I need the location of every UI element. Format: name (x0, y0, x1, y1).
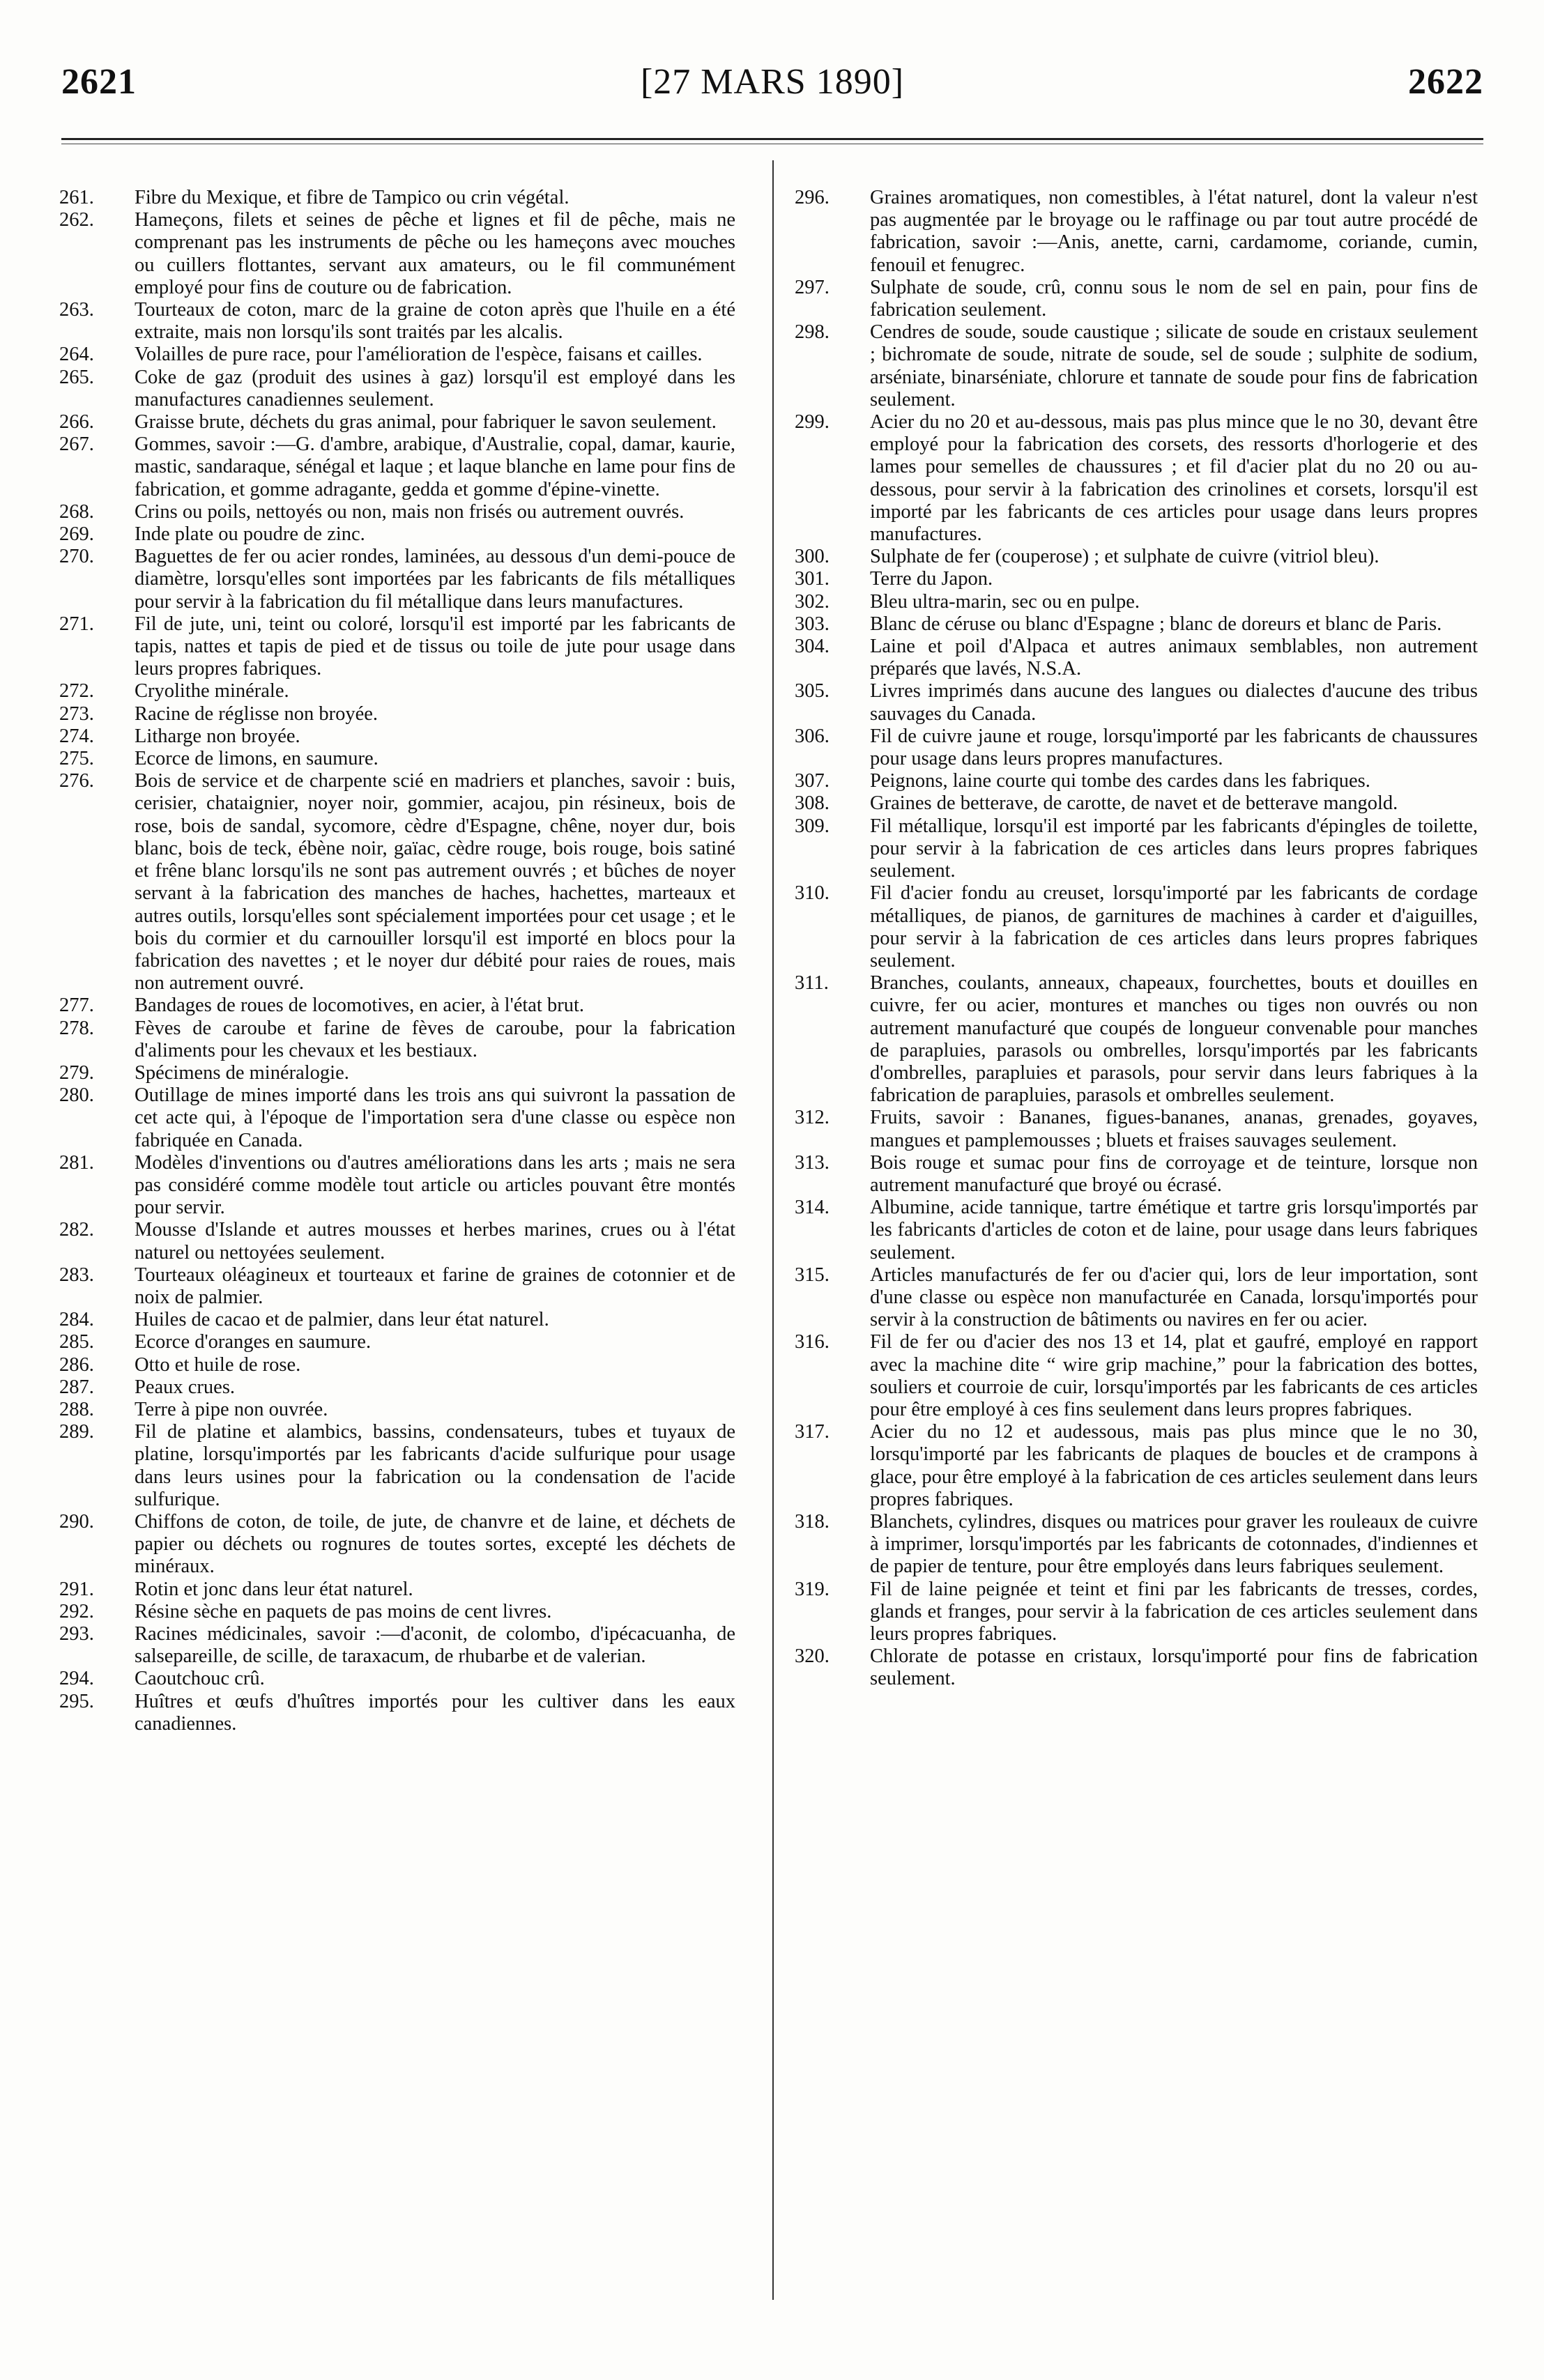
tariff-item (795, 1421, 1478, 1511)
item-number: 266. (59, 411, 94, 433)
tariff-item (59, 1376, 735, 1399)
item-number: 301. (795, 568, 830, 590)
item-text: Fil métallique, lorsqu'il est importé par les fabricants d'épingles de toilette, pour servir à la fabrication de ces articles dans leurs propres fabriques seulement. (870, 815, 1478, 882)
tariff-item (59, 748, 735, 770)
item-text: Terre à pipe non ouvrée. (135, 1398, 328, 1420)
tariff-item (795, 321, 1478, 411)
tariff-item (795, 1579, 1478, 1646)
item-number: 319. (795, 1578, 830, 1600)
item-number: 312. (795, 1107, 830, 1129)
tariff-item (59, 770, 735, 995)
page-number-right: 2622 (1408, 62, 1483, 102)
item-text: Huiles de cacao et de palmier, dans leur état naturel. (135, 1309, 549, 1331)
item-text: Branches, coulants, anneaux, chapeaux, fourchettes, bouts et douilles en cuivre, fer ou acier, montures et manches ou tiges non ouvrés ou non autrement manufacturé que coupés de longueur convenable pour manches de parapluies, parasols ou ombrelles, lorsqu'importés par les fabricants d'ombrelles, parapluies et parasols, pour servir dans leurs fabriques à la fabrication de parapluies, parasols et ombrelles seulement. (870, 972, 1478, 1107)
tariff-item (795, 1264, 1478, 1332)
tariff-item (795, 568, 1478, 590)
item-number: 293. (59, 1623, 94, 1645)
tariff-item (795, 591, 1478, 613)
item-number: 288. (59, 1398, 94, 1420)
item-text: Sulphate de soude, crû, connu sous le nom de sel en pain, pour fins de fabrication seulement. (870, 276, 1478, 321)
item-text: Cendres de soude, soude caustique ; silicate de soude en cristaux seulement ; bichromate de soude, nitrate de soude, sel de soude ; sulphite de sodium, arséniate, binarséniate, chlorure et tannate de soude pour fins de fabrication seulement. (870, 321, 1478, 410)
item-number: 306. (795, 725, 830, 747)
item-text: Hameçons, filets et seines de pêche et lignes et fil de pêche, mais ne comprenant pas les instruments de pêche ou les hameçons avec mouches ou cuillers flottantes, servant aux amateurs, ou le fil communément employé pour fins de couture ou de fabrication. (135, 209, 735, 298)
tariff-item (59, 411, 735, 433)
item-number: 280. (59, 1084, 94, 1107)
tariff-item (59, 344, 735, 366)
item-number: 294. (59, 1668, 94, 1690)
item-number: 269. (59, 523, 94, 546)
item-number: 272. (59, 680, 94, 703)
tariff-item (59, 1062, 735, 1084)
item-number: 268. (59, 500, 94, 523)
item-text: Laine et poil d'Alpaca et autres animaux semblables, non autrement préparés que lavés, N.S.A. (870, 636, 1478, 680)
tariff-item (795, 613, 1478, 636)
item-number: 265. (59, 366, 94, 388)
item-number: 278. (59, 1017, 94, 1039)
tariff-item (59, 1668, 735, 1690)
tariff-item (795, 815, 1478, 883)
item-number: 270. (59, 546, 94, 568)
tariff-item (795, 882, 1478, 972)
item-text: Résine sèche en paquets de pas moins de cent livres. (135, 1600, 552, 1622)
item-number: 285. (59, 1331, 94, 1353)
item-text: Racine de réglisse non broyée. (135, 703, 378, 725)
item-text: Otto et huile de rose. (135, 1353, 301, 1376)
item-number: 307. (795, 770, 830, 792)
item-number: 320. (795, 1645, 830, 1668)
tariff-item (59, 1421, 735, 1511)
item-number: 271. (59, 613, 94, 635)
tariff-item (59, 209, 735, 299)
item-number: 262. (59, 209, 94, 231)
item-text: Outillage de mines importé dans les trois ans qui suivront la passation de cet acte qui, à l'époque de l'importation sera d'une classe ou espèce non fabriquée en Canada. (135, 1084, 735, 1151)
tariff-item (59, 725, 735, 748)
item-text: Albumine, acide tannique, tartre émétique et tartre gris lorsqu'importés par les fabricants d'articles de coton et de laine, pour usage dans leurs fabriques seulement. (870, 1197, 1478, 1264)
tariff-item (59, 613, 735, 681)
page-number-left: 2621 (61, 62, 137, 102)
tariff-item (795, 770, 1478, 792)
item-number: 261. (59, 187, 94, 208)
item-text: Blanc de céruse ou blanc d'Espagne ; blanc de doreurs et blanc de Paris. (870, 613, 1442, 635)
item-number: 275. (59, 748, 94, 770)
item-text: Chiffons de coton, de toile, de jute, de chanvre et de laine, et déchets de papier ou déchets ou rognures de toutes sortes, excepté les déchets de minéraux. (135, 1510, 735, 1578)
item-text: Fibre du Mexique, et fibre de Tampico ou crin végétal. (135, 187, 570, 208)
item-text: Acier du no 20 et au-dessous, mais pas plus mince que le no 30, devant être employé pour la fabrication des corsets, des ressorts d'horlogerie et des lames pour semelles de chaussures ; et fil d'acier plat du no 20 ou au-dessous, pour servir à la fabrication des crinolines et corsets, lorsqu'il est importé par les fabricants de ces articles pour usage dans leurs propres manufactures. (870, 411, 1478, 546)
item-number: 289. (59, 1421, 94, 1443)
item-text: Fruits, savoir : Bananes, figues-bananes, ananas, grenades, goyaves, mangues et pamplemousses ; bluets et fraises sauvages seulement. (870, 1107, 1478, 1151)
item-text: Sulphate de fer (couperose) ; et sulphate de cuivre (vitriol bleu). (870, 546, 1379, 568)
item-number: 267. (59, 433, 94, 456)
tariff-item (795, 1511, 1478, 1579)
item-text: Coke de gaz (produit des usines à gaz) lorsqu'il est employé dans les manufactures canadiennes seulement. (135, 366, 735, 410)
tariff-item (59, 1691, 735, 1735)
left-column (59, 187, 735, 1735)
tariff-item (59, 1219, 735, 1264)
item-text: Acier du no 12 et audessous, mais pas plus mince que le no 30, lorsqu'importé par les fabricants de plaques de boucles et de crampons à glace, pour être employé à la fabrication de ces articles seulement dans leurs propres fabriques. (870, 1421, 1478, 1510)
tariff-item (795, 1152, 1478, 1197)
tariff-item (59, 1018, 735, 1062)
tariff-item (59, 299, 735, 344)
item-number: 281. (59, 1151, 94, 1174)
item-number: 276. (59, 770, 94, 792)
tariff-item (795, 972, 1478, 1107)
item-text: Mousse d'Islande et autres mousses et herbes marines, crues ou à l'état naturel ou nettoyées seulement. (135, 1219, 735, 1264)
tariff-item (59, 1264, 735, 1309)
item-number: 309. (795, 815, 830, 837)
tariff-item (795, 792, 1478, 815)
item-number: 298. (795, 321, 830, 344)
tariff-item (59, 433, 735, 501)
tariff-item (59, 995, 735, 1017)
tariff-item (59, 1601, 735, 1623)
item-text: Fil de laine peignée et teint et fini par les fabricants de tresses, cordes, glands et franges, pour servir à la fabrication de ces articles seulement dans leurs propres fabriques. (870, 1578, 1478, 1645)
item-text: Baguettes de fer ou acier rondes, laminées, au dessous d'un demi-pouce de diamètre, lorsqu'elles sont importées par les fabricants de fils métalliques pour servir à la fabrication du fil métallique dans leurs manufactures. (135, 546, 735, 613)
tariff-item (59, 680, 735, 703)
item-number: 291. (59, 1578, 94, 1600)
item-text: Crins ou poils, nettoyés ou non, mais non frisés ou autrement ouvrés. (135, 500, 685, 523)
tariff-item (59, 1511, 735, 1579)
tariff-item (795, 636, 1478, 680)
item-number: 304. (795, 636, 830, 658)
item-text: Bois rouge et sumac pour fins de corroyage et de teinture, lorsque non autrement manufacturé que broyé ou écrasé. (870, 1151, 1478, 1196)
item-number: 292. (59, 1600, 94, 1622)
item-number: 295. (59, 1690, 94, 1712)
item-text: Spécimens de minéralogie. (135, 1061, 349, 1084)
item-text: Fèves de caroube et farine de fèves de caroube, pour la fabrication d'aliments pour les chevaux et les bestiaux. (135, 1017, 735, 1061)
item-text: Bandages de roues de locomotives, en acier, à l'état brut. (135, 995, 585, 1017)
item-text: Terre du Japon. (870, 568, 993, 590)
right-column (795, 187, 1478, 1691)
item-text: Tourteaux de coton, marc de la graine de coton après que l'huile en a été extraite, mais non lorsqu'ils sont traités par les alcalis. (135, 299, 735, 344)
item-text: Caoutchouc crû. (135, 1668, 265, 1690)
tariff-item (59, 546, 735, 613)
item-number: 318. (795, 1510, 830, 1533)
item-number: 314. (795, 1197, 830, 1219)
tariff-item (795, 1197, 1478, 1264)
item-number: 296. (795, 187, 830, 208)
item-number: 297. (795, 276, 830, 298)
tariff-item (59, 1354, 735, 1376)
item-number: 263. (59, 299, 94, 321)
item-number: 277. (59, 995, 94, 1017)
item-number: 310. (795, 882, 830, 905)
tariff-item (59, 1579, 735, 1601)
item-text: Livres imprimés dans aucune des langues ou dialectes d'aucune des tribus sauvages du Canada. (870, 680, 1478, 725)
item-text: Peignons, laine courte qui tombe des cardes dans les fabriques. (870, 770, 1370, 792)
item-text: Tourteaux oléagineux et tourteaux et farine de graines de cotonnier et de noix de palmier. (135, 1264, 735, 1308)
item-text: Gommes, savoir :—G. d'ambre, arabique, d'Australie, copal, damar, kaurie, mastic, sandaraque, sénégal et laque ; et laque blanche en lame pour fins de fabrication, et gomme adragante, gedda et gomme d'épine-vinette. (135, 433, 735, 500)
item-text: Fil de fer ou d'acier des nos 13 et 14, plat et gaufré, employé en rapport avec la machine dite “ wire grip machine,” pour la fabrication des bottes, souliers et courroie de cuir, lorsqu'importés par les fabricants de ces articles pour être employé à ces fins seulement dans leurs propres fabriques. (870, 1331, 1478, 1420)
item-number: 283. (59, 1264, 94, 1286)
item-text: Ecorce de limons, en saumure. (135, 748, 379, 770)
item-text: Bois de service et de charpente scié en madriers et planches, savoir : buis, cerisier, chataignier, noyer noir, gommier, acajou, pin résineux, bois de rose, bois de sandal, sycomore, cèdre d'Espagne, chêne, noyer dur, bois blanc, bois de teck, ébène noir, gaïac, cèdre rouge, bois rouge, bois satiné et frêne blanc lorsqu'ils ne sont pas autrement ouvrés ; et bûches de noyer servant à la fabrication des manches de haches, hachettes, marteaux et autres outils, lorsqu'elles sont spécialement importées pour cet usage ; et le bois du cormier et du carnouiller lorsqu'il est importé en blocs pour la fabrication des navettes ; et le noyer dur débité pour raies de roues, mais non autrement ouvré. (135, 770, 735, 995)
item-text: Articles manufacturés de fer ou d'acier qui, lors de leur importation, sont d'une classe ou espèce non manufacturée en Canada, lorsqu'importés pour servir à la construction de bâtiments ou navires en fer ou acier. (870, 1264, 1478, 1331)
tariff-item (59, 1152, 735, 1220)
column-divider (772, 160, 774, 2300)
tariff-item (59, 523, 735, 546)
item-text: Litharge non broyée. (135, 725, 300, 747)
item-number: 308. (795, 792, 830, 815)
tariff-item (59, 703, 735, 725)
item-number: 286. (59, 1353, 94, 1376)
item-text: Volailles de pure race, pour l'amélioration de l'espèce, faisans et cailles. (135, 344, 703, 366)
tariff-item (795, 725, 1478, 770)
header-rule (61, 138, 1483, 140)
item-number: 311. (795, 972, 829, 995)
item-text: Modèles d'inventions ou d'autres améliorations dans les arts ; mais ne sera pas considéré comme modèle tout article ou articles pouvant être montés pour servir. (135, 1151, 735, 1219)
item-text: Fil de jute, uni, teint ou coloré, lorsqu'il est importé par les fabricants de tapis, nattes et tapis de pied et de tissus ou toile de jute pour usage dans leurs propres fabriques. (135, 613, 735, 680)
tariff-item (795, 1331, 1478, 1421)
item-text: Peaux crues. (135, 1376, 236, 1398)
tariff-item (59, 1331, 735, 1353)
item-number: 315. (795, 1264, 830, 1286)
item-text: Bleu ultra-marin, sec ou en pulpe. (870, 590, 1140, 613)
page-header (61, 61, 1483, 103)
tariff-item (59, 501, 735, 523)
item-number: 317. (795, 1421, 830, 1443)
item-text: Inde plate ou poudre de zinc. (135, 523, 365, 546)
item-text: Blanchets, cylindres, disques ou matrices pour graver les rouleaux de cuivre à imprimer, lorsqu'importés par les fabricants de cotonnades, d'indiennes et de papier de tenture, pour être employés dans leurs fabriques seulement. (870, 1510, 1478, 1578)
item-text: Huîtres et œufs d'huîtres importés pour les cultiver dans les eaux canadiennes. (135, 1690, 735, 1735)
item-number: 303. (795, 613, 830, 635)
item-text: Chlorate de potasse en cristaux, lorsqu'importé pour fins de fabrication seulement. (870, 1645, 1478, 1690)
item-text: Rotin et jonc dans leur état naturel. (135, 1578, 413, 1600)
item-text: Graines de betterave, de carotte, de navet et de betterave mangold. (870, 792, 1398, 815)
item-number: 299. (795, 411, 830, 433)
tariff-item (59, 1309, 735, 1331)
item-number: 316. (795, 1331, 830, 1353)
item-number: 313. (795, 1151, 830, 1174)
tariff-item (795, 1107, 1478, 1151)
item-number: 264. (59, 344, 94, 366)
tariff-item (795, 1645, 1478, 1690)
tariff-item (795, 277, 1478, 321)
item-text: Ecorce d'oranges en saumure. (135, 1331, 372, 1353)
item-text: Racines médicinales, savoir :—d'aconit, de colombo, d'ipécacuanha, de salsepareille, de scille, de taraxacum, de rhubarbe et de valerian. (135, 1623, 735, 1668)
item-number: 284. (59, 1309, 94, 1331)
item-number: 300. (795, 546, 830, 568)
item-number: 274. (59, 725, 94, 747)
tariff-item (59, 367, 735, 411)
tariff-item (795, 187, 1478, 277)
tariff-item (795, 411, 1478, 546)
item-number: 290. (59, 1510, 94, 1533)
item-number: 279. (59, 1061, 94, 1084)
item-text: Graisse brute, déchets du gras animal, pour fabriquer le savon seulement. (135, 411, 717, 433)
page-date: [27 MARS 1890] (640, 62, 905, 102)
item-text: Graines aromatiques, non comestibles, à l'état naturel, dont la valeur n'est pas augmentée par le broyage ou le raffinage ou par tout autre procédé de fabrication, savoir :—Anis, anette, carni, cardamome, coriande, cumin, fenouil et fenugrec. (870, 187, 1478, 276)
item-text: Fil d'acier fondu au creuset, lorsqu'importé par les fabricants de cordage métalliques, de pianos, de garnitures de machines à carder et d'aiguilles, pour servir à la fabrication de ces articles dans leurs propres fabriques seulement. (870, 882, 1478, 972)
tariff-item (59, 1623, 735, 1668)
tariff-item (59, 1399, 735, 1421)
item-number: 305. (795, 680, 830, 703)
tariff-item (795, 680, 1478, 725)
item-number: 282. (59, 1219, 94, 1241)
item-number: 273. (59, 703, 94, 725)
tariff-item (59, 1084, 735, 1152)
item-number: 287. (59, 1376, 94, 1398)
item-text: Fil de platine et alambics, bassins, condensateurs, tubes et tuyaux de platine, lorsqu'importés par les fabricants d'acide sulfurique pour usage dans leurs usines pour la fabrication ou la condensation de l'acide sulfurique. (135, 1421, 735, 1510)
item-text: Cryolithe minérale. (135, 680, 289, 703)
item-number: 302. (795, 590, 830, 613)
tariff-item (59, 187, 735, 209)
item-text: Fil de cuivre jaune et rouge, lorsqu'importé par les fabricants de chaussures pour usage dans leurs propres manufactures. (870, 725, 1478, 770)
tariff-item (795, 546, 1478, 568)
